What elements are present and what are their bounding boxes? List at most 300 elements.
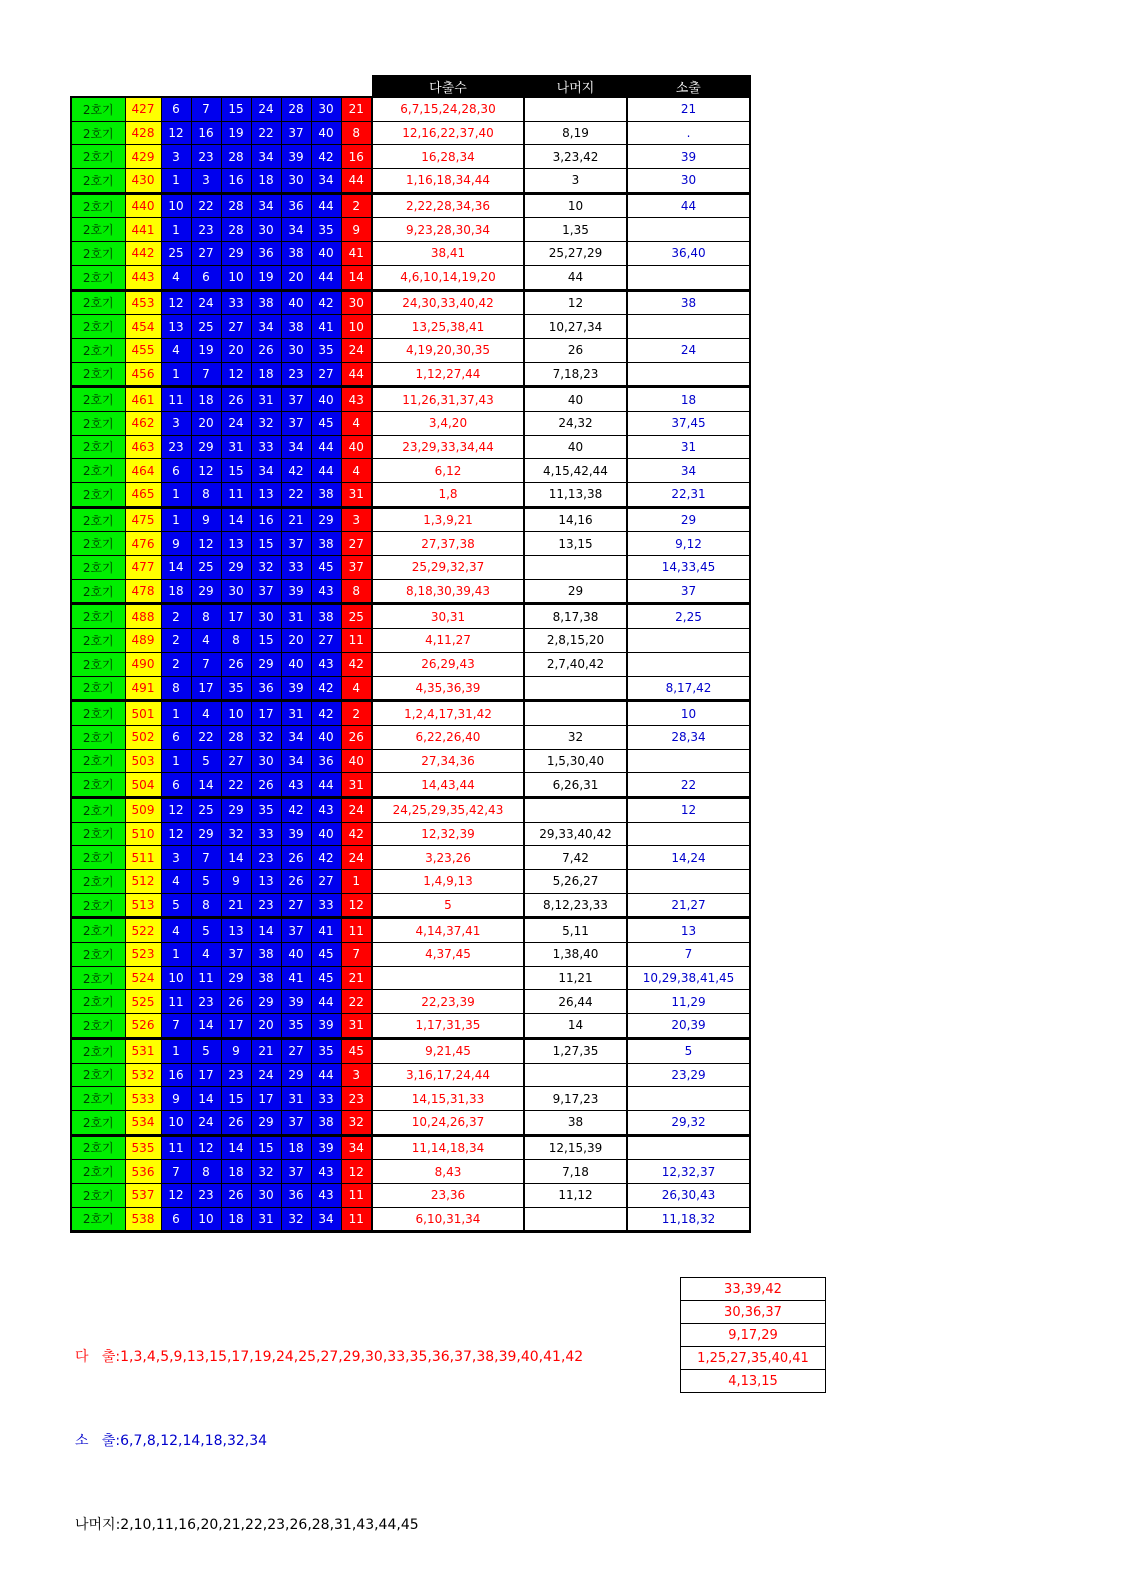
remainder-cell: 11,13,38 (524, 483, 627, 508)
machine-cell: 2호기 (71, 242, 125, 266)
frequent-cell: 3,4,20 (372, 411, 524, 435)
frequent-cell: 1,16,18,34,44 (372, 169, 524, 194)
bonus-cell: 3 (341, 507, 372, 532)
machine-cell: 2호기 (71, 1183, 125, 1207)
bonus-cell: 4 (341, 676, 372, 701)
number-cell: 5 (161, 893, 191, 918)
frequent-cell: 4,6,10,14,19,20 (372, 265, 524, 290)
frequent-cell: 4,19,20,30,35 (372, 338, 524, 362)
number-cell: 1 (161, 701, 191, 726)
number-cell: 14 (221, 507, 251, 532)
round-cell: 476 (125, 532, 161, 556)
bonus-cell: 3 (341, 1063, 372, 1087)
number-cell: 28 (221, 145, 251, 169)
number-cell: 43 (311, 1160, 341, 1184)
number-cell: 4 (191, 701, 221, 726)
number-cell: 17 (221, 1014, 251, 1039)
number-cell: 37 (281, 411, 311, 435)
table-row (71, 1063, 750, 1087)
frequent-cell: 24,30,33,40,42 (372, 290, 524, 315)
number-cell: 31 (281, 1087, 311, 1111)
number-cell: 17 (191, 676, 221, 701)
machine-cell: 2호기 (71, 749, 125, 773)
number-cell: 8 (191, 483, 221, 508)
number-cell: 34 (281, 435, 311, 459)
pattern-row (681, 1278, 826, 1301)
table-row (71, 362, 750, 387)
number-cell: 34 (251, 315, 281, 339)
small-cell: 10,29,38,41,45 (627, 966, 750, 990)
bonus-cell: 2 (341, 193, 372, 218)
table-row (71, 1087, 750, 1111)
table-row (71, 193, 750, 218)
round-cell: 509 (125, 797, 161, 822)
small-cell: 14,33,45 (627, 556, 750, 580)
number-cell: 29 (311, 507, 341, 532)
bonus-cell: 30 (341, 290, 372, 315)
machine-cell: 2호기 (71, 1207, 125, 1232)
table-row (71, 121, 750, 145)
number-cell: 41 (281, 966, 311, 990)
round-cell: 441 (125, 218, 161, 242)
round-cell: 477 (125, 556, 161, 580)
number-cell: 7 (191, 362, 221, 387)
bonus-cell: 40 (341, 435, 372, 459)
number-cell: 13 (161, 315, 191, 339)
number-cell: 17 (191, 1063, 221, 1087)
number-cell: 27 (311, 362, 341, 387)
remainder-cell (524, 1207, 627, 1232)
number-cell: 36 (281, 193, 311, 218)
remainder-cell: 5,26,27 (524, 870, 627, 894)
number-cell: 8 (191, 604, 221, 629)
bonus-cell: 10 (341, 315, 372, 339)
number-cell: 37 (281, 1160, 311, 1184)
number-cell: 40 (281, 290, 311, 315)
small-cell (627, 265, 750, 290)
small-cell: 18 (627, 387, 750, 412)
small-cell (627, 1087, 750, 1111)
bonus-cell: 16 (341, 145, 372, 169)
number-cell: 35 (311, 338, 341, 362)
number-cell: 12 (161, 290, 191, 315)
remainder-cell: 40 (524, 435, 627, 459)
round-cell: 465 (125, 483, 161, 508)
remainder-cell (524, 701, 627, 726)
table-row (71, 97, 750, 121)
number-cell: 23 (161, 435, 191, 459)
round-cell: 478 (125, 579, 161, 604)
frequent-cell: 13,25,38,41 (372, 315, 524, 339)
bonus-cell: 34 (341, 1135, 372, 1160)
number-cell: 19 (221, 121, 251, 145)
header-frequent-label: 다출수 (372, 76, 524, 98)
remainder-cell: 26,44 (524, 990, 627, 1014)
round-cell: 455 (125, 338, 161, 362)
pattern-cell: 33,39,42 (681, 1278, 826, 1301)
frequent-cell: 14,15,31,33 (372, 1087, 524, 1111)
number-cell: 18 (191, 387, 221, 412)
number-cell: 42 (311, 145, 341, 169)
remainder-cell: 10,27,34 (524, 315, 627, 339)
round-cell: 440 (125, 193, 161, 218)
table-row (71, 918, 750, 943)
number-cell: 20 (281, 629, 311, 653)
number-cell: 43 (311, 652, 341, 676)
number-cell: 36 (281, 1183, 311, 1207)
summary-remainder-line: 나머지:2,10,11,16,20,21,22,23,26,28,31,43,44,45 (75, 1517, 419, 1533)
number-cell: 31 (221, 435, 251, 459)
number-cell: 1 (161, 749, 191, 773)
small-cell: 36,40 (627, 242, 750, 266)
round-cell: 462 (125, 411, 161, 435)
machine-cell: 2호기 (71, 121, 125, 145)
number-cell: 6 (161, 97, 191, 121)
number-cell: 43 (311, 1183, 341, 1207)
number-cell: 2 (161, 604, 191, 629)
round-cell: 538 (125, 1207, 161, 1232)
bonus-cell: 4 (341, 459, 372, 483)
small-cell: 38 (627, 290, 750, 315)
remainder-cell: 4,15,42,44 (524, 459, 627, 483)
machine-cell: 2호기 (71, 145, 125, 169)
round-cell: 535 (125, 1135, 161, 1160)
bonus-cell: 40 (341, 749, 372, 773)
small-cell: 11,29 (627, 990, 750, 1014)
frequent-cell: 14,43,44 (372, 773, 524, 798)
number-cell: 42 (311, 846, 341, 870)
number-cell: 39 (281, 676, 311, 701)
frequent-cell: 1,17,31,35 (372, 1014, 524, 1039)
number-cell: 24 (191, 290, 221, 315)
remainder-cell (524, 97, 627, 121)
small-cell: 20,39 (627, 1014, 750, 1039)
round-cell: 430 (125, 169, 161, 194)
number-cell: 32 (251, 725, 281, 749)
number-cell: 8 (191, 893, 221, 918)
machine-cell: 2호기 (71, 725, 125, 749)
machine-cell: 2호기 (71, 1160, 125, 1184)
number-cell: 11 (221, 483, 251, 508)
number-cell: 44 (311, 435, 341, 459)
frequent-cell: 12,16,22,37,40 (372, 121, 524, 145)
number-cell: 27 (281, 1038, 311, 1063)
machine-cell: 2호기 (71, 483, 125, 508)
number-cell: 15 (221, 97, 251, 121)
number-cell: 39 (281, 822, 311, 846)
frequent-cell: 1,3,9,21 (372, 507, 524, 532)
number-cell: 16 (161, 1063, 191, 1087)
frequent-cell: 6,10,31,34 (372, 1207, 524, 1232)
machine-cell: 2호기 (71, 846, 125, 870)
machine-cell: 2호기 (71, 918, 125, 943)
number-cell: 12 (161, 121, 191, 145)
frequent-cell: 9,21,45 (372, 1038, 524, 1063)
number-cell: 3 (161, 145, 191, 169)
number-cell: 11 (161, 990, 191, 1014)
bonus-cell: 2 (341, 701, 372, 726)
round-cell: 503 (125, 749, 161, 773)
number-cell: 37 (281, 918, 311, 943)
number-cell: 28 (221, 218, 251, 242)
number-cell: 29 (221, 242, 251, 266)
round-cell: 461 (125, 387, 161, 412)
number-cell: 45 (311, 411, 341, 435)
number-cell: 26 (221, 387, 251, 412)
number-cell: 34 (281, 749, 311, 773)
frequent-cell: 25,29,32,37 (372, 556, 524, 580)
frequent-cell: 27,34,36 (372, 749, 524, 773)
number-cell: 3 (191, 169, 221, 194)
machine-cell: 2호기 (71, 990, 125, 1014)
number-cell: 34 (251, 193, 281, 218)
machine-cell: 2호기 (71, 193, 125, 218)
number-cell: 7 (191, 652, 221, 676)
frequent-cell: 10,24,26,37 (372, 1110, 524, 1135)
number-cell: 1 (161, 362, 191, 387)
number-cell: 40 (311, 121, 341, 145)
number-cell: 26 (281, 870, 311, 894)
number-cell: 14 (221, 846, 251, 870)
number-cell: 26 (221, 1183, 251, 1207)
number-cell: 32 (251, 411, 281, 435)
number-cell: 33 (311, 893, 341, 918)
small-cell (627, 822, 750, 846)
remainder-cell: 13,15 (524, 532, 627, 556)
round-cell: 489 (125, 629, 161, 653)
number-cell: 30 (251, 1183, 281, 1207)
number-cell: 41 (311, 315, 341, 339)
round-cell: 526 (125, 1014, 161, 1039)
number-cell: 27 (191, 242, 221, 266)
number-cell: 8 (161, 676, 191, 701)
number-cell: 45 (311, 556, 341, 580)
number-cell: 44 (311, 459, 341, 483)
bonus-cell: 44 (341, 169, 372, 194)
column-header (71, 76, 750, 98)
frequent-cell: 4,37,45 (372, 943, 524, 967)
bonus-cell: 31 (341, 773, 372, 798)
number-cell: 8 (221, 629, 251, 653)
number-cell: 34 (311, 1207, 341, 1232)
number-cell: 10 (161, 1110, 191, 1135)
round-cell: 464 (125, 459, 161, 483)
number-cell: 12 (221, 362, 251, 387)
machine-cell: 2호기 (71, 676, 125, 701)
number-cell: 5 (191, 749, 221, 773)
round-cell: 442 (125, 242, 161, 266)
table-row (71, 870, 750, 894)
number-cell: 8 (191, 1160, 221, 1184)
number-cell: 15 (251, 629, 281, 653)
number-cell: 24 (221, 411, 251, 435)
number-cell: 44 (311, 265, 341, 290)
bonus-cell: 7 (341, 943, 372, 967)
frequent-cell: 27,37,38 (372, 532, 524, 556)
machine-cell: 2호기 (71, 315, 125, 339)
number-cell: 33 (281, 556, 311, 580)
remainder-cell (524, 556, 627, 580)
number-cell: 30 (251, 749, 281, 773)
number-cell: 33 (251, 435, 281, 459)
number-cell: 14 (191, 1014, 221, 1039)
table-row (71, 893, 750, 918)
number-cell: 42 (281, 797, 311, 822)
machine-cell: 2호기 (71, 966, 125, 990)
number-cell: 1 (161, 483, 191, 508)
small-cell (627, 315, 750, 339)
remainder-cell: 1,27,35 (524, 1038, 627, 1063)
number-cell: 20 (221, 338, 251, 362)
machine-cell: 2호기 (71, 893, 125, 918)
number-cell: 31 (281, 604, 311, 629)
round-cell: 534 (125, 1110, 161, 1135)
number-cell: 22 (251, 121, 281, 145)
number-cell: 10 (221, 701, 251, 726)
remainder-cell: 8,17,38 (524, 604, 627, 629)
remainder-cell: 32 (524, 725, 627, 749)
frequent-cell: 6,7,15,24,28,30 (372, 97, 524, 121)
machine-cell: 2호기 (71, 556, 125, 580)
number-cell: 17 (251, 701, 281, 726)
frequent-cell: 30,31 (372, 604, 524, 629)
pattern-cell: 30,36,37 (681, 1301, 826, 1324)
small-cell: 28,34 (627, 725, 750, 749)
number-cell: 4 (161, 870, 191, 894)
number-cell: 39 (281, 145, 311, 169)
number-cell: 42 (281, 459, 311, 483)
number-cell: 2 (161, 652, 191, 676)
round-cell: 522 (125, 918, 161, 943)
frequent-cell: 1,4,9,13 (372, 870, 524, 894)
frequent-cell: 26,29,43 (372, 652, 524, 676)
bonus-cell: 37 (341, 556, 372, 580)
number-cell: 3 (161, 846, 191, 870)
bonus-cell: 41 (341, 242, 372, 266)
number-cell: 26 (221, 1110, 251, 1135)
small-cell: 30 (627, 169, 750, 194)
number-cell: 29 (281, 1063, 311, 1087)
number-cell: 26 (281, 846, 311, 870)
number-cell: 23 (191, 1183, 221, 1207)
number-cell: 4 (161, 338, 191, 362)
remainder-cell: 10 (524, 193, 627, 218)
remainder-cell: 1,5,30,40 (524, 749, 627, 773)
small-cell: 29 (627, 507, 750, 532)
bonus-cell: 21 (341, 97, 372, 121)
round-cell: 512 (125, 870, 161, 894)
number-cell: 10 (161, 193, 191, 218)
number-cell: 14 (251, 918, 281, 943)
number-cell: 24 (251, 1063, 281, 1087)
bonus-cell: 1 (341, 870, 372, 894)
number-cell: 44 (311, 1063, 341, 1087)
frequent-cell: 1,8 (372, 483, 524, 508)
bonus-cell: 24 (341, 338, 372, 362)
machine-cell: 2호기 (71, 822, 125, 846)
number-cell: 5 (191, 918, 221, 943)
round-cell: 501 (125, 701, 161, 726)
pattern-cell: 9,17,29 (681, 1324, 826, 1347)
round-cell: 532 (125, 1063, 161, 1087)
frequent-cell (372, 966, 524, 990)
machine-cell: 2호기 (71, 411, 125, 435)
number-cell: 38 (311, 1110, 341, 1135)
results-table-body (71, 97, 750, 1232)
number-cell: 19 (251, 265, 281, 290)
table-row (71, 483, 750, 508)
small-cell: 44 (627, 193, 750, 218)
number-cell: 3 (161, 411, 191, 435)
number-cell: 20 (281, 265, 311, 290)
number-cell: 11 (161, 387, 191, 412)
number-cell: 40 (311, 242, 341, 266)
table-row (71, 846, 750, 870)
machine-cell: 2호기 (71, 1038, 125, 1063)
round-cell: 533 (125, 1087, 161, 1111)
number-cell: 5 (191, 1038, 221, 1063)
round-cell: 513 (125, 893, 161, 918)
machine-cell: 2호기 (71, 435, 125, 459)
table-row (71, 579, 750, 604)
bonus-cell: 8 (341, 121, 372, 145)
round-cell: 502 (125, 725, 161, 749)
number-cell: 36 (251, 242, 281, 266)
number-cell: 24 (251, 97, 281, 121)
bonus-cell: 14 (341, 265, 372, 290)
bonus-cell: 32 (341, 1110, 372, 1135)
bonus-cell: 26 (341, 725, 372, 749)
number-cell: 28 (281, 97, 311, 121)
number-cell: 29 (191, 822, 221, 846)
bonus-cell: 44 (341, 362, 372, 387)
number-cell: 29 (251, 1110, 281, 1135)
number-cell: 27 (311, 629, 341, 653)
number-cell: 32 (221, 822, 251, 846)
small-cell (627, 749, 750, 773)
remainder-cell: 11,12 (524, 1183, 627, 1207)
frequent-cell: 3,16,17,24,44 (372, 1063, 524, 1087)
number-cell: 36 (251, 676, 281, 701)
number-cell: 4 (191, 943, 221, 967)
number-cell: 21 (221, 893, 251, 918)
machine-cell: 2호기 (71, 943, 125, 967)
number-cell: 10 (221, 265, 251, 290)
table-row (71, 797, 750, 822)
small-cell: 10 (627, 701, 750, 726)
remainder-cell: 3 (524, 169, 627, 194)
number-cell: 10 (161, 966, 191, 990)
table-row (71, 943, 750, 967)
table-row (71, 1110, 750, 1135)
table-row (71, 701, 750, 726)
round-cell: 525 (125, 990, 161, 1014)
number-cell: 13 (251, 870, 281, 894)
number-cell: 26 (251, 338, 281, 362)
number-cell: 4 (191, 629, 221, 653)
number-cell: 39 (281, 990, 311, 1014)
header-small-label: 소출 (627, 76, 750, 98)
bonus-cell: 11 (341, 918, 372, 943)
small-cell: . (627, 121, 750, 145)
number-cell: 44 (311, 193, 341, 218)
small-cell: 26,30,43 (627, 1183, 750, 1207)
number-cell: 32 (251, 556, 281, 580)
number-cell: 24 (191, 1110, 221, 1135)
frequent-cell: 4,11,27 (372, 629, 524, 653)
small-cell (627, 870, 750, 894)
small-cell: 11,18,32 (627, 1207, 750, 1232)
